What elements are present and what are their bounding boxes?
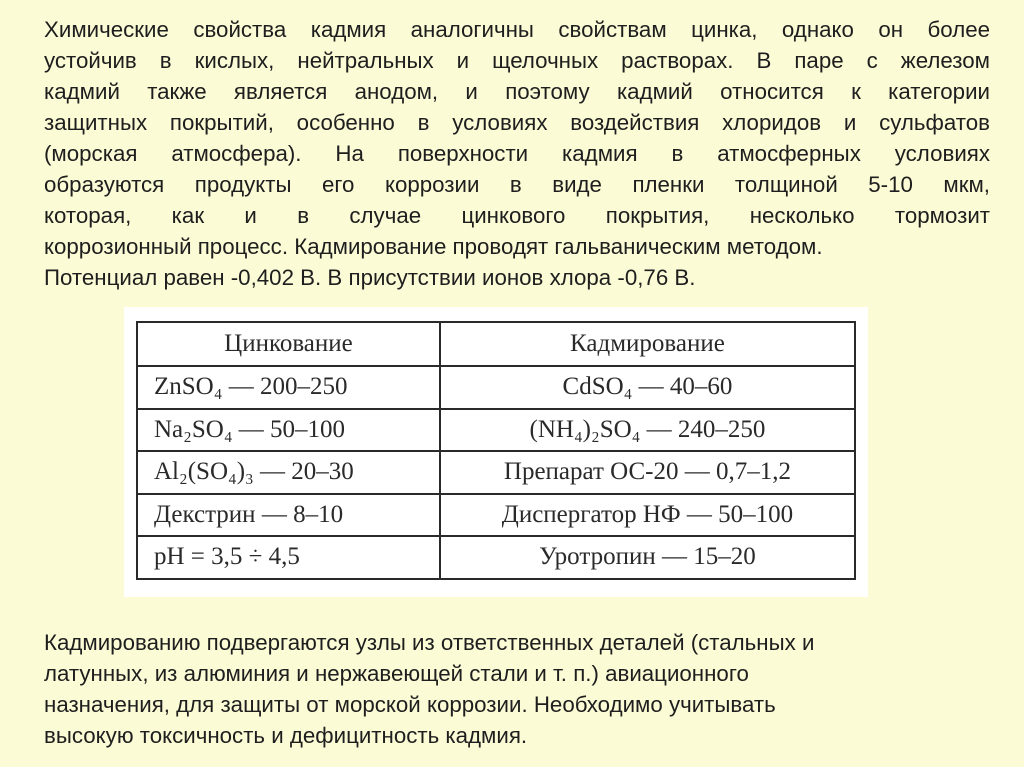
intro-line: устойчив в кислых, нейтральных и щелочных растворах. В паре с железом bbox=[44, 48, 990, 73]
intro-line: коррозионный процесс. Кадмирование проводят гальваническим методом. bbox=[44, 234, 823, 259]
intro-line: кадмий также является анодом, и поэтому кадмий относится к категории bbox=[44, 79, 990, 104]
table-cell-zinc: Декстрин — 8–10 bbox=[137, 494, 440, 537]
header-cadmium-plating: Кадмирование bbox=[440, 322, 855, 366]
table-row bbox=[137, 536, 855, 579]
outro-line: назначения, для защиты от морской коррозии. Необходимо учитывать bbox=[44, 692, 776, 717]
intro-line: которая, как и в случае цинкового покрытия, несколько тормозит bbox=[44, 203, 990, 228]
table-header-row bbox=[137, 322, 855, 366]
table-row bbox=[137, 451, 855, 494]
outro-line: высокую токсичность и дефицитность кадмия. bbox=[44, 723, 528, 748]
header-zinc-plating: Цинкование bbox=[137, 322, 440, 366]
table-cell-zinc: pH = 3,5 ÷ 4,5 bbox=[137, 536, 440, 579]
intro-line: образуются продукты его коррозии в виде пленки толщиной 5-10 мкм, bbox=[44, 172, 990, 197]
outro-line: латунных, из алюминия и нержавеющей стали и т. п.) авиационного bbox=[44, 661, 749, 686]
intro-line: защитных покрытий, особенно в условиях воздействия хлоридов и сульфатов bbox=[44, 110, 990, 135]
table-cell-cadmium: Уротропин — 15–20 bbox=[440, 536, 855, 579]
intro-line: Химические свойства кадмия аналогичны свойствам цинка, однако он более bbox=[44, 17, 990, 42]
table-cell-cadmium: CdSO₄ — 40–60 bbox=[440, 366, 855, 409]
table-cell-zinc: ZnSO₄ — 200–250 bbox=[137, 366, 440, 409]
bath-composition-table-image bbox=[124, 307, 868, 597]
table-row bbox=[137, 494, 855, 537]
table-cell-zinc: Al₂(SO₄)₃ — 20–30 bbox=[137, 451, 440, 494]
intro-line: (морская атмосфера). На поверхности кадмия в атмосферных условиях bbox=[44, 141, 990, 166]
table-cell-cadmium: (NH₄)₂SO₄ — 240–250 bbox=[440, 409, 855, 452]
outro-paragraph bbox=[44, 627, 944, 751]
bath-composition-table bbox=[136, 321, 856, 580]
table-row bbox=[137, 366, 855, 409]
intro-paragraph bbox=[44, 14, 990, 293]
intro-line: Потенциал равен -0,402 В. В присутствии ионов хлора -0,76 В. bbox=[44, 265, 696, 290]
table-row bbox=[137, 409, 855, 452]
table-cell-cadmium: Препарат ОС-20 — 0,7–1,2 bbox=[440, 451, 855, 494]
table-cell-cadmium: Диспергатор НФ — 50–100 bbox=[440, 494, 855, 537]
table-cell-zinc: Na₂SO₄ — 50–100 bbox=[137, 409, 440, 452]
outro-line: Кадмированию подвергаются узлы из ответственных деталей (стальных и bbox=[44, 630, 815, 655]
